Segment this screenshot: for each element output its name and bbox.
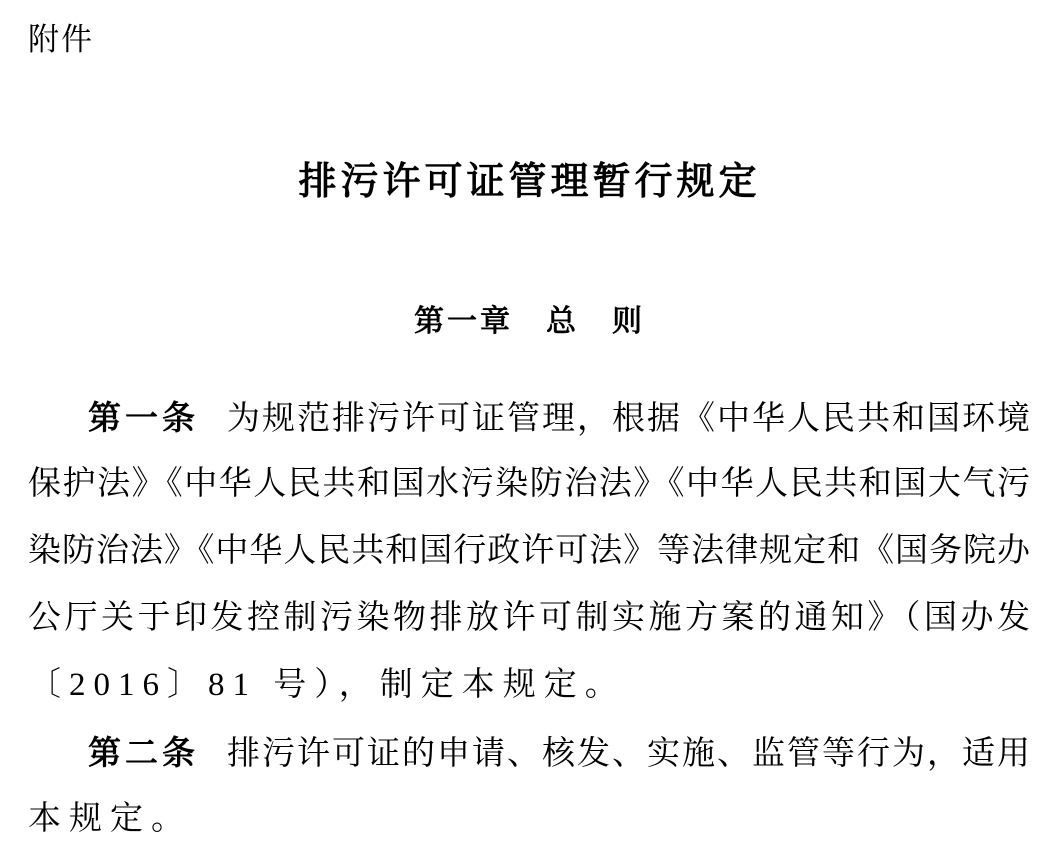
article2-line-2: 本规定。 (28, 801, 192, 837)
article1-line-1-text: 为规范排污许可证管理，根据《中华人民共和国环境 (227, 401, 1030, 437)
document-title: 排污许可证管理暂行规定 (298, 161, 761, 203)
chapter-heading: 第一章 总 则 (414, 305, 645, 338)
article1-line-1 (28, 384, 1030, 451)
article2-line-1-text: 排污许可证的申请、核发、实施、监管等行为，适用 (227, 736, 1030, 772)
article1-line-5: 〔2016〕81 号），制定本规定。 (28, 667, 626, 703)
attachment-label: 附件 (28, 22, 94, 57)
article2-number: 第二条 (88, 734, 199, 771)
document-body (28, 384, 1030, 850)
article2-line-1 (28, 719, 1030, 786)
article1-number: 第一条 (88, 399, 199, 436)
article1-line-2: 保护法》《中华人民共和国水污染防治法》《中华人民共和国大气污 (28, 466, 1030, 502)
article1-line-4: 公厅关于印发控制污染物排放许可制实施方案的通知》（国办发 (28, 600, 1030, 636)
article1-line-3: 染防治法》《中华人民共和国行政许可法》等法律规定和《国务院办 (28, 533, 1030, 569)
